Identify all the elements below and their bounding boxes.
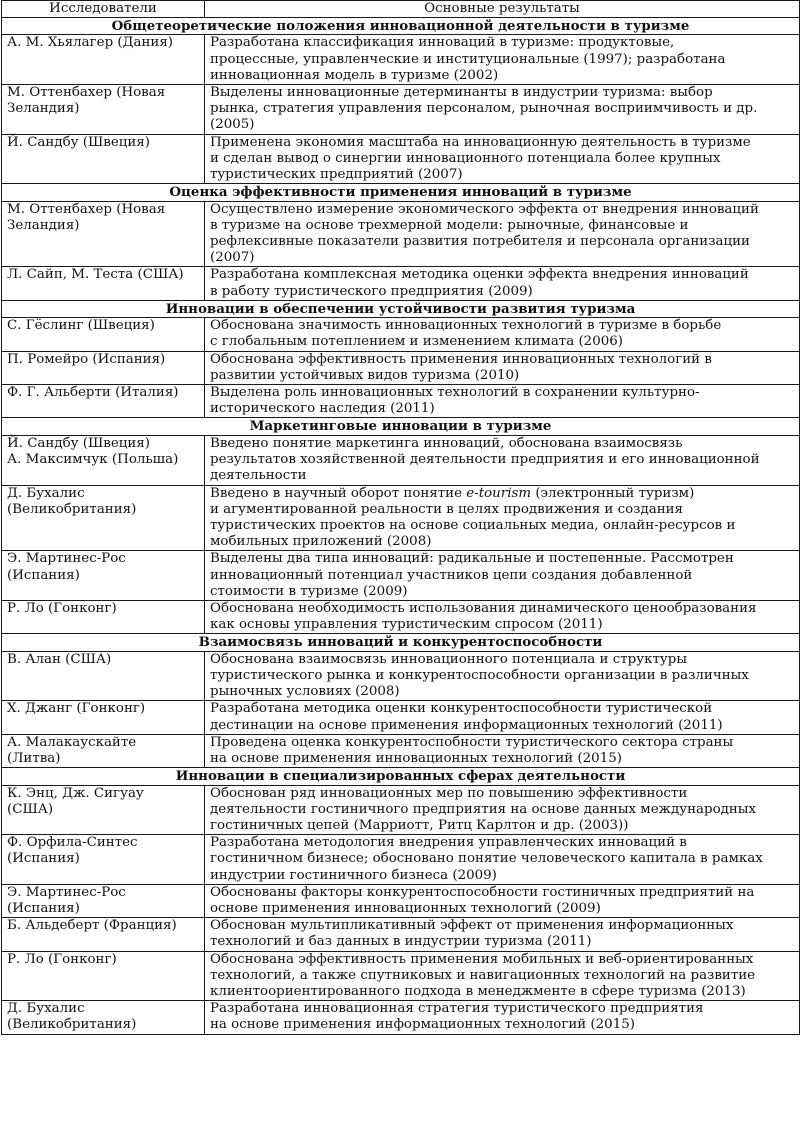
result-line: как основы управления туристическим спросом (2011) [210,617,603,633]
result-cell [205,267,800,300]
researcher-cell [2,134,205,184]
researcher-cell [2,267,205,300]
section-row [2,418,800,435]
researcher-line: М. Оттенбахер (Новая [7,85,166,101]
section-title: Инновации в специализированных сферах деятельности [2,768,800,785]
researcher-line: В. Алан (США) [7,651,112,667]
researcher-cell [2,1001,205,1034]
researcher-line: Л. Сайп, М. Теста (США) [7,267,184,283]
researcher-line: П. Ромейро (Испания) [7,351,166,367]
researcher-cell [2,951,205,1001]
result-line: Разработана методика оценки конкурентоспособности туристической [210,701,713,717]
researcher-line: (Испания) [7,567,80,583]
result-line: гостиничных цепей (Марриотт, Ритц Карлтон и др. (2003)) [210,817,629,833]
researcher-cell [2,385,205,418]
table-row [2,884,800,917]
result-line: Обоснован ряд инновационных мер по повышению эффективности [210,785,688,801]
result-cell [205,918,800,951]
result-cell [205,85,800,135]
researcher-line: Э. Мартинес-Рос [7,551,126,567]
researcher-cell [2,785,205,835]
table-row [2,435,800,485]
result-line [210,486,795,502]
researcher-cell [2,35,205,85]
result-line: Разработана классификация инноваций в туризме: продуктовые, [210,35,675,51]
researcher-line: Х. Джанг (Гонконг) [7,701,146,717]
result-line: Обоснована эффективность применения инновационных технологий в [210,351,712,367]
result-line: и сделан вывод о синергии инновационного потенциала более крупных [210,150,721,166]
researcher-line: Д. Бухалис [7,485,85,501]
section-row [2,184,800,201]
table-header-row [2,1,800,18]
researcher-line: Э. Мартинес-Рос [7,884,126,900]
table-row [2,267,800,300]
researcher-line: Б. Альдеберт (Франция) [7,918,177,934]
result-line: с глобальным потеплением и изменением климата (2006) [210,334,623,350]
researcher-cell [2,701,205,734]
researcher-cell [2,835,205,885]
result-line: рыночных условиях (2008) [210,684,400,700]
result-line: Осуществлено измерение экономического эффекта от внедрения инноваций [210,201,759,217]
table-row [2,918,800,951]
result-line: (2007) [210,250,255,266]
table-row [2,835,800,885]
table-row [2,651,800,701]
result-line: развитии устойчивых видов туризма (2010) [210,367,520,383]
researcher-line: Ф. Орфила-Синтес [7,835,138,851]
result-text: (электронный туризм) [531,485,695,501]
researcher-line: С. Гёслинг (Швеция) [7,318,155,334]
result-line: Обоснована взаимосвязь инновационного потенциала и структуры [210,651,687,667]
result-cell [205,785,800,835]
result-line: Разработана инновационная стратегия туристического предприятия [210,1001,704,1017]
result-line: Разработана методология внедрения управленческих инноваций в [210,835,687,851]
researcher-line: (США) [7,801,54,817]
result-term: e-tourism [466,485,532,501]
result-line: Обоснована значимость инновационных технологий в туризме в борьбе [210,318,722,334]
result-line: Обоснован мультипликативный эффект от применения информационных [210,918,734,934]
result-line: стоимости в туризме (2009) [210,583,408,599]
result-cell [205,884,800,917]
table-row [2,951,800,1001]
result-line: туристических предприятий (2007) [210,167,463,183]
result-line: Обоснована эффективность применения мобильных и веб-ориентированных [210,951,754,967]
result-cell [205,651,800,701]
section-row [2,634,800,651]
researcher-line: (Испания) [7,851,80,867]
result-line: и агументированной реальности в целях продвижения и создания [210,501,683,517]
researcher-cell [2,351,205,384]
result-line: инновационная модель в туризме (2002) [210,67,499,83]
researcher-line: Р. Ло (Гонконг) [7,951,117,967]
result-line: гостиничном бизнесе; обосновано понятие человеческого капитала в рамках [210,851,763,867]
researcher-cell [2,651,205,701]
researcher-cell [2,85,205,135]
result-line: в туризме на основе трехмерной модели: рыночные, финансовые и [210,217,689,233]
researcher-cell [2,318,205,351]
result-line: основе применения инновационных технологий (2009) [210,900,601,916]
result-line: результатов хозяйственной деятельности предприятия и его инновационной [210,452,760,468]
result-cell [205,318,800,351]
section-title: Взаимосвязь инноваций и конкурентоспособности [2,634,800,651]
researcher-line: А. Максимчук (Польша) [7,452,179,468]
table-row [2,134,800,184]
researcher-line: Д. Бухалис [7,1001,85,1017]
researcher-cell [2,551,205,601]
researcher-cell [2,485,205,551]
researcher-line: А. М. Хьялагер (Дания) [7,35,174,51]
researcher-line: Ф. Г. Альберти (Италия) [7,385,179,401]
table-row [2,351,800,384]
section-title: Общетеоретические положения инновационной деятельности в туризме [2,18,800,35]
section-row [2,18,800,35]
research-table [1,0,800,1035]
result-line: технологий и баз данных в индустрии туризма (2011) [210,934,592,950]
researcher-cell [2,600,205,633]
table-row [2,1001,800,1034]
result-text: Введено в научный оборот понятие [210,485,467,501]
result-line: Выделены инновационные детерминанты в индустрии туризма: выбор [210,85,713,101]
result-cell [205,1001,800,1034]
table-row [2,385,800,418]
table-row [2,701,800,734]
table-row [2,35,800,85]
result-cell [205,201,800,267]
result-line: Обоснована необходимость использования динамического ценообразования [210,600,757,616]
result-line: (2005) [210,117,255,133]
result-line: Применена экономия масштаба на инновационную деятельность в туризме [210,134,751,150]
table-row [2,201,800,267]
researcher-cell [2,435,205,485]
researcher-line: Зеландия) [7,217,80,233]
result-cell [205,435,800,485]
section-title: Инновации в обеспечении устойчивости развития туризма [2,300,800,317]
result-cell [205,600,800,633]
result-line: Обоснованы факторы конкурентоспособности гостиничных предприятий на [210,884,755,900]
table-row [2,85,800,135]
table-row [2,551,800,601]
result-line: деятельности гостиничного предприятия на основе данных международных [210,801,757,817]
result-line: деятельности [210,468,307,484]
researcher-line: (Великобритания) [7,501,137,517]
result-line: Разработана комплексная методика оценки эффекта внедрения инноваций [210,267,749,283]
result-cell [205,734,800,767]
researcher-line: Й. Сандбу (Швеция) [7,435,150,451]
table-row [2,318,800,351]
table-row [2,600,800,633]
researcher-line: (Великобритания) [7,1017,137,1033]
researcher-line: Зеландия) [7,101,80,117]
section-row [2,300,800,317]
result-line: туристических проектов на основе социальных медиа, онлайн-ресурсов и [210,517,736,533]
result-line: дестинации на основе применения информационных технологий (2011) [210,717,723,733]
result-line: Выделены два типа инноваций: радикальные и постепенные. Рассмотрен [210,551,734,567]
table-row [2,734,800,767]
result-line: исторического наследия (2011) [210,401,435,417]
result-line: рынка, стратегия управления персоналом, рыночная восприимчивость и др. [210,101,758,117]
header-researchers: Исследователи [2,1,205,18]
table-row [2,785,800,835]
result-line: технологий, а также спутниковых и навигационных технологий на развитие [210,967,756,983]
result-cell [205,951,800,1001]
result-line: на основе применения инновационных технологий (2015) [210,750,622,766]
result-cell [205,551,800,601]
result-line: мобильных приложений (2008) [210,534,432,550]
result-cell [205,351,800,384]
result-line: в работу туристического предприятия (2009) [210,283,533,299]
result-line: Выделена роль инновационных технологий в сохранении культурно- [210,385,700,401]
researcher-cell [2,201,205,267]
researcher-cell [2,918,205,951]
result-cell [205,701,800,734]
result-line: Введено понятие маркетинга инноваций, обоснована взаимосвязь [210,435,683,451]
section-row [2,768,800,785]
researcher-line: (Литва) [7,750,61,766]
result-cell [205,385,800,418]
result-cell [205,35,800,85]
researcher-cell [2,734,205,767]
header-results: Основные результаты [205,1,800,18]
researcher-line: А. Малакаускайте [7,734,137,750]
research-table-body [2,1,800,1035]
researcher-line: Р. Ло (Гонконг) [7,600,117,616]
result-line: на основе применения информационных технологий (2015) [210,1017,635,1033]
researcher-cell [2,884,205,917]
result-line: туристического рынка и конкурентоспособности организации в различных [210,667,749,683]
result-line: рефлексивные показатели развития потребителя и персонала организации [210,234,750,250]
table-row [2,485,800,551]
result-cell [205,134,800,184]
researcher-line: М. Оттенбахер (Новая [7,201,166,217]
researcher-line: К. Энц, Дж. Сигуау [7,785,144,801]
result-cell [205,835,800,885]
researcher-line: Й. Сандбу (Швеция) [7,134,150,150]
result-line: инновационный потенциал участников цепи создания добавленной [210,567,693,583]
result-line: клиентоориентированного подхода в менеджменте в сфере туризма (2013) [210,984,746,999]
result-line: индустрии гостиничного бизнеса (2009) [210,867,497,883]
section-title: Оценка эффективности применения инноваций в туризме [2,184,800,201]
result-line: Проведена оценка конкурентоспобности туристического сектора страны [210,734,734,750]
result-cell [205,485,800,551]
result-line: процессные, управленческие и институциональные (1997); разработана [210,51,726,67]
researcher-line: (Испания) [7,900,80,916]
section-title: Маркетинговые инновации в туризме [2,418,800,435]
